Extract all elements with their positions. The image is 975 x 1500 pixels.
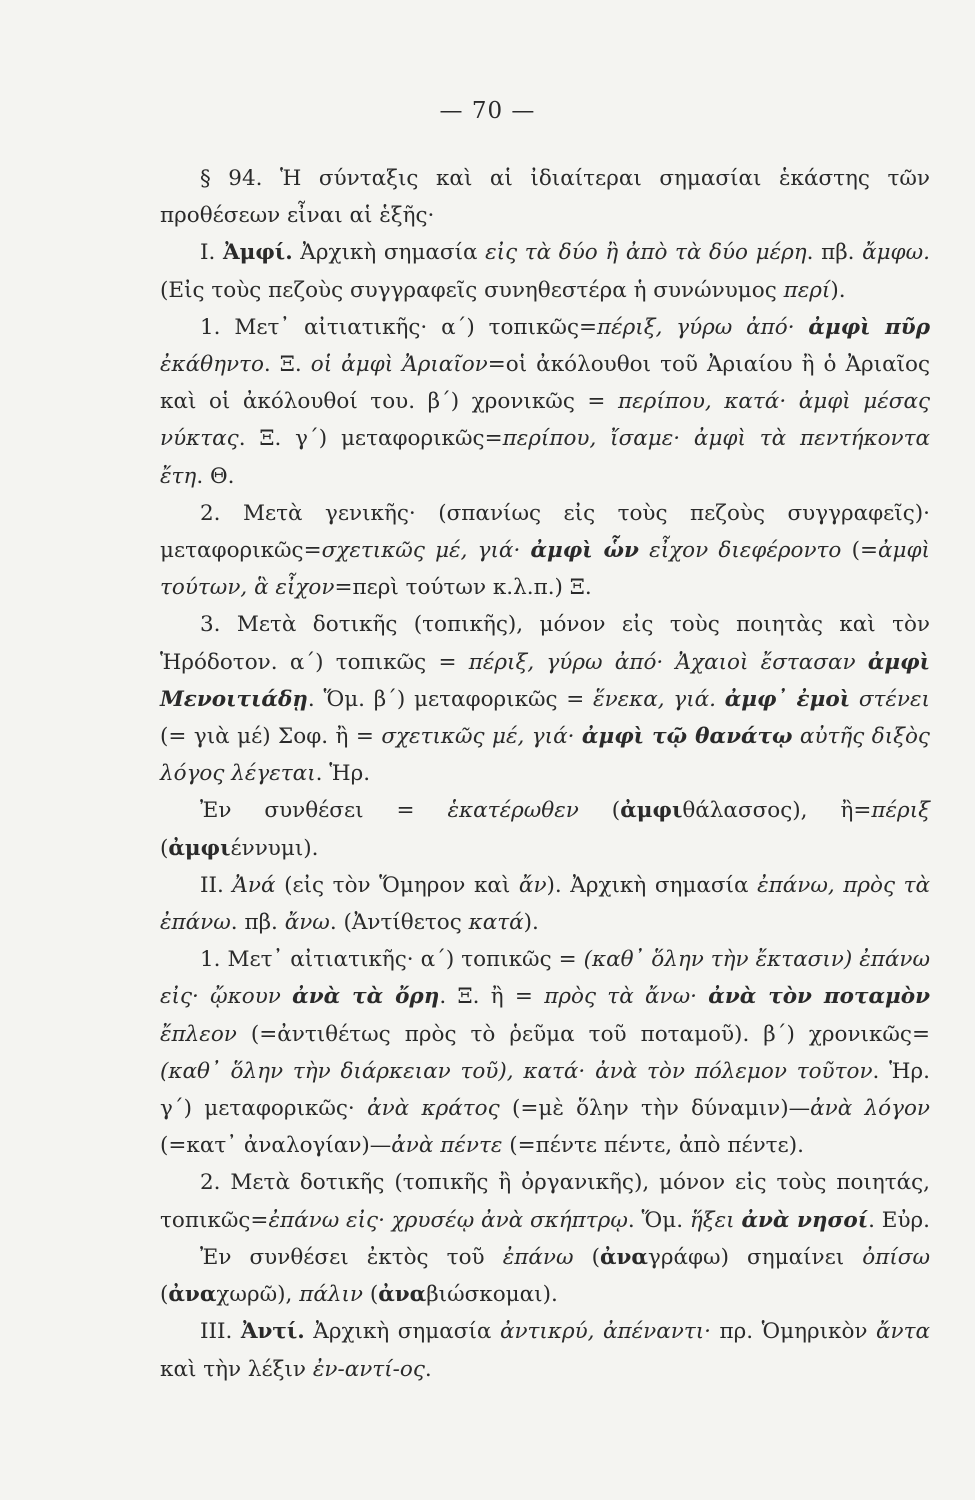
text-segment: ἀνὰ τὸν ποταμὸν	[708, 984, 930, 1010]
text-segment: ἀμφ᾽ ἐμοὶ	[724, 686, 851, 712]
text-segment: . Ὅμ.	[627, 1207, 690, 1233]
text-segment: (=μὲ ὅλην τὴν δύναμιν)—	[499, 1096, 811, 1122]
text-segment	[795, 315, 809, 340]
text-segment: οἱ ἀμφὶ Ἀριαῖον	[310, 352, 488, 378]
text-segment: καὶ τὴν λέξιν	[160, 1356, 313, 1382]
text-segment: ἐπάνω, πρὸς τὰ ἐπάνω	[160, 872, 931, 936]
text-segment: σχετικῶς μέ, γιά·	[321, 538, 521, 564]
text-segment: Ἀρχικὴ σημασία	[292, 240, 486, 266]
paragraph-amfi-3	[160, 606, 930, 792]
text-segment: ἀνα	[168, 1282, 217, 1308]
text-segment: ἐπάνω	[502, 1244, 574, 1270]
text-segment: . πβ.	[806, 240, 863, 266]
paragraph-ana-head	[160, 867, 930, 941]
text-segment: θάλασσος), ἢ=	[682, 798, 872, 824]
text-segment	[281, 984, 292, 1009]
text-segment: (καθ᾽ ὅλην τὴν διάρκειαν τοῦ), κατά· ἀνὰ τὸν πόλεμον τοῦτον	[160, 1058, 873, 1084]
text-segment: ἀνὰ τὰ ὄρη	[292, 984, 440, 1010]
text-segment: ἀνὰ πέντε	[391, 1133, 503, 1159]
text-segment: . Ξ. γ΄) μεταφορικῶς=	[238, 426, 503, 452]
text-segment: ).	[523, 910, 539, 936]
text-segment: ἀμφι	[620, 798, 683, 824]
paragraph-anti-head	[160, 1313, 930, 1387]
text-segment: ἀμφὶ τούτων, ἃ εἶχον	[160, 538, 930, 601]
text-segment: . Ἡρ.	[315, 761, 371, 787]
text-segment: . Ὅμ. β΄) μεταφορικῶς =	[307, 686, 594, 712]
text-segment: ).	[830, 277, 846, 303]
text-segment: Ἀντί.	[240, 1319, 305, 1345]
text-segment: ἀμφὶ ὧν	[530, 538, 639, 564]
paragraph-amfi-1	[160, 309, 930, 495]
text-segment: Ἀμφί.	[222, 240, 293, 266]
body-text	[160, 160, 930, 1388]
paragraph-amfi-head	[160, 234, 930, 308]
text-segment: . πβ.	[230, 910, 285, 936]
text-segment: αὐτῆς διξὸς λόγος λέγεται	[160, 724, 930, 787]
text-segment: ἀμφι	[168, 835, 231, 861]
paragraph-ana-1	[160, 941, 930, 1164]
text-segment: ἀντικρύ, ἀπέναντι·	[499, 1319, 712, 1345]
text-segment: . Ἡρ. γ΄) μεταφορικῶς·	[160, 1058, 930, 1122]
text-segment: (=κατ᾽ ἀναλογίαν)—	[160, 1133, 392, 1159]
text-segment: (εἰς τὸν Ὅμηρον καὶ	[275, 872, 519, 898]
paragraph-p94	[160, 160, 930, 234]
text-segment: ἀνὰ λόγον	[810, 1096, 930, 1122]
text-segment: (Εἰς τοὺς πεζοὺς συγγραφεῖς συνηθεστέρα ἡ συνώνυμος	[160, 277, 784, 303]
text-segment: ἀνα	[599, 1244, 648, 1270]
text-segment: ἀμφὶ Μενοιτιάδῃ	[160, 649, 930, 712]
text-segment	[716, 687, 725, 712]
text-segment: =περὶ τούτων κ.λ.π.) Ξ.	[334, 575, 592, 601]
text-segment: Ἀνά	[232, 872, 276, 898]
text-segment: I.	[200, 240, 223, 266]
text-segment: Ἐν συνθέσει =	[200, 798, 448, 824]
text-segment: (	[573, 1244, 600, 1270]
text-segment	[639, 538, 649, 563]
text-segment: περί	[783, 277, 831, 303]
text-segment: χωρῶ),	[216, 1282, 300, 1308]
page-number: — 70 —	[439, 98, 536, 124]
text-segment: πέριξ, γύρω ἀπό·	[597, 314, 795, 340]
text-segment: (	[160, 835, 169, 861]
text-segment: ἐν-αντί-ος	[312, 1356, 425, 1382]
paragraph-amfi-syn	[160, 792, 930, 866]
text-segment: έννυμι).	[230, 835, 319, 861]
text-segment: πέριξ, γύρω ἀπό· Ἀχαιοὶ ἔστασαν	[468, 649, 856, 675]
text-segment: ἕνεκα, γιά.	[593, 686, 716, 712]
text-segment	[792, 724, 799, 749]
paragraph-ana-syn	[160, 1239, 930, 1313]
text-segment: Ἀρχικὴ σημασία	[304, 1319, 500, 1345]
text-segment: Ἐν συνθέσει ἐκτὸς τοῦ	[200, 1244, 503, 1270]
text-segment: ἔπλεον	[160, 1021, 237, 1047]
text-segment: (	[160, 1282, 169, 1308]
text-segment: ὀπίσω	[862, 1244, 930, 1270]
text-segment: στένει	[858, 686, 930, 712]
text-segment: ἀμφὶ τῷ θανάτῳ	[581, 724, 793, 750]
text-segment: ἥξει	[689, 1207, 735, 1233]
text-segment: (= γιὰ μέ) Σοφ. ἢ =	[160, 724, 382, 750]
text-segment: βιώσκομαι).	[426, 1282, 558, 1308]
text-segment: ἄν	[518, 872, 547, 898]
text-segment: γράφω) σημαίνει	[647, 1244, 863, 1270]
text-segment: .	[424, 1356, 432, 1382]
text-segment: . (Ἀντίθετος	[329, 910, 469, 936]
text-segment: πέριξ	[871, 798, 930, 824]
text-segment: εἶχον διεφέροντο	[649, 538, 842, 564]
text-segment: 3. Μετὰ δοτικῆς (τοπικῆς), μόνον εἰς τοὺς ποιητὰς καὶ τὸν Ἡρόδοτον. α΄) τοπικῶς =	[160, 612, 930, 675]
text-segment: (=ἀντιθέτως πρὸς τὸ ῥεῦμα τοῦ ποταμοῦ). β΄) χρονικῶς=	[236, 1021, 930, 1047]
text-segment: πρ. Ὁμηρικὸν	[711, 1319, 876, 1345]
text-segment: ἄνω	[284, 910, 330, 936]
text-segment: II.	[200, 872, 233, 898]
text-segment: . Ξ.	[263, 352, 311, 378]
paragraph-amfi-2	[160, 495, 930, 607]
text-segment: ἄντα	[875, 1319, 930, 1345]
text-segment: 1. Μετ᾽ αἰτιατικῆς· α΄) τοπικῶς =	[200, 947, 584, 973]
text-segment: περίπου, κατά· ἀμφὶ μέσας νύκτας	[160, 389, 931, 452]
text-segment: (καθ᾽ ὅλην τὴν ἔκτασιν) ἐπάνω εἰς· ᾤκουν	[160, 947, 930, 1010]
paragraph-ana-2	[160, 1164, 930, 1238]
text-segment: κατά	[468, 910, 524, 936]
text-segment: πρὸς τὰ ἄνω·	[544, 984, 697, 1010]
text-segment: § 94. Ἡ σύνταξις καὶ αἱ ἰδιαίτεραι σημασίαι ἑκάστης τῶν προθέσεων εἶναι αἱ ἑξῆς·	[160, 166, 930, 229]
text-segment: (	[578, 798, 621, 824]
text-segment: ἀνα	[378, 1282, 427, 1308]
text-segment: . Εὐρ.	[868, 1207, 931, 1233]
text-segment: 2. Μετὰ γενικῆς· (σπανίως εἰς τοὺς πεζοὺς συγγραφεῖς)· μεταφορικῶς=	[160, 500, 930, 564]
text-segment: =οἱ ἀκόλουθοι τοῦ Ἀριαίου ἢ ὁ Ἀριαῖος καὶ οἱ ἀκόλουθοί του. β΄) χρονικῶς =	[160, 352, 931, 415]
text-segment	[850, 687, 859, 712]
text-segment: ἐκάθηντο	[160, 352, 264, 378]
text-segment	[697, 984, 708, 1009]
text-segment	[856, 650, 868, 675]
text-segment: σχετικῶς μέ, γιά·	[381, 724, 575, 750]
text-segment: ἑκατέρωθεν	[447, 798, 579, 824]
text-segment: III.	[200, 1319, 241, 1345]
text-segment: (=πέντε πέντε, ἀπὸ πέντε).	[502, 1133, 804, 1159]
text-segment	[574, 724, 581, 749]
text-segment: ἐπάνω εἰς· χρυσέῳ ἀνὰ σκήπτρῳ	[268, 1207, 628, 1233]
text-segment: ). Ἀρχικὴ σημασία	[546, 872, 758, 898]
text-segment	[520, 538, 530, 563]
text-segment: 2. Μετὰ δοτικῆς (τοπικῆς ἢ ὀργανικῆς), μόνον εἰς τοὺς ποιητάς, τοπικῶς=	[160, 1170, 930, 1233]
text-segment: ἀμφὶ πῦρ	[808, 314, 930, 340]
text-segment: (=	[841, 538, 879, 564]
text-segment: πάλιν	[299, 1282, 363, 1308]
text-segment: . Ξ. ἢ =	[439, 984, 545, 1010]
text-segment: ἀνὰ κράτος	[367, 1096, 500, 1122]
text-segment: ἄμφω.	[862, 240, 930, 266]
text-segment: 1. Μετ᾽ αἰτιατικῆς· α΄) τοπικῶς=	[200, 314, 597, 340]
text-segment: περίπου, ἴσαμε· ἀμφὶ τὰ πεντήκοντα ἔτη	[160, 426, 931, 489]
text-segment: εἰς τὰ δύο ἢ ἀπὸ τὰ δύο μέρη	[485, 240, 807, 266]
text-segment: ἀνὰ νησοί	[741, 1207, 869, 1233]
text-segment: (	[362, 1282, 379, 1308]
text-segment: . Θ.	[196, 463, 235, 489]
